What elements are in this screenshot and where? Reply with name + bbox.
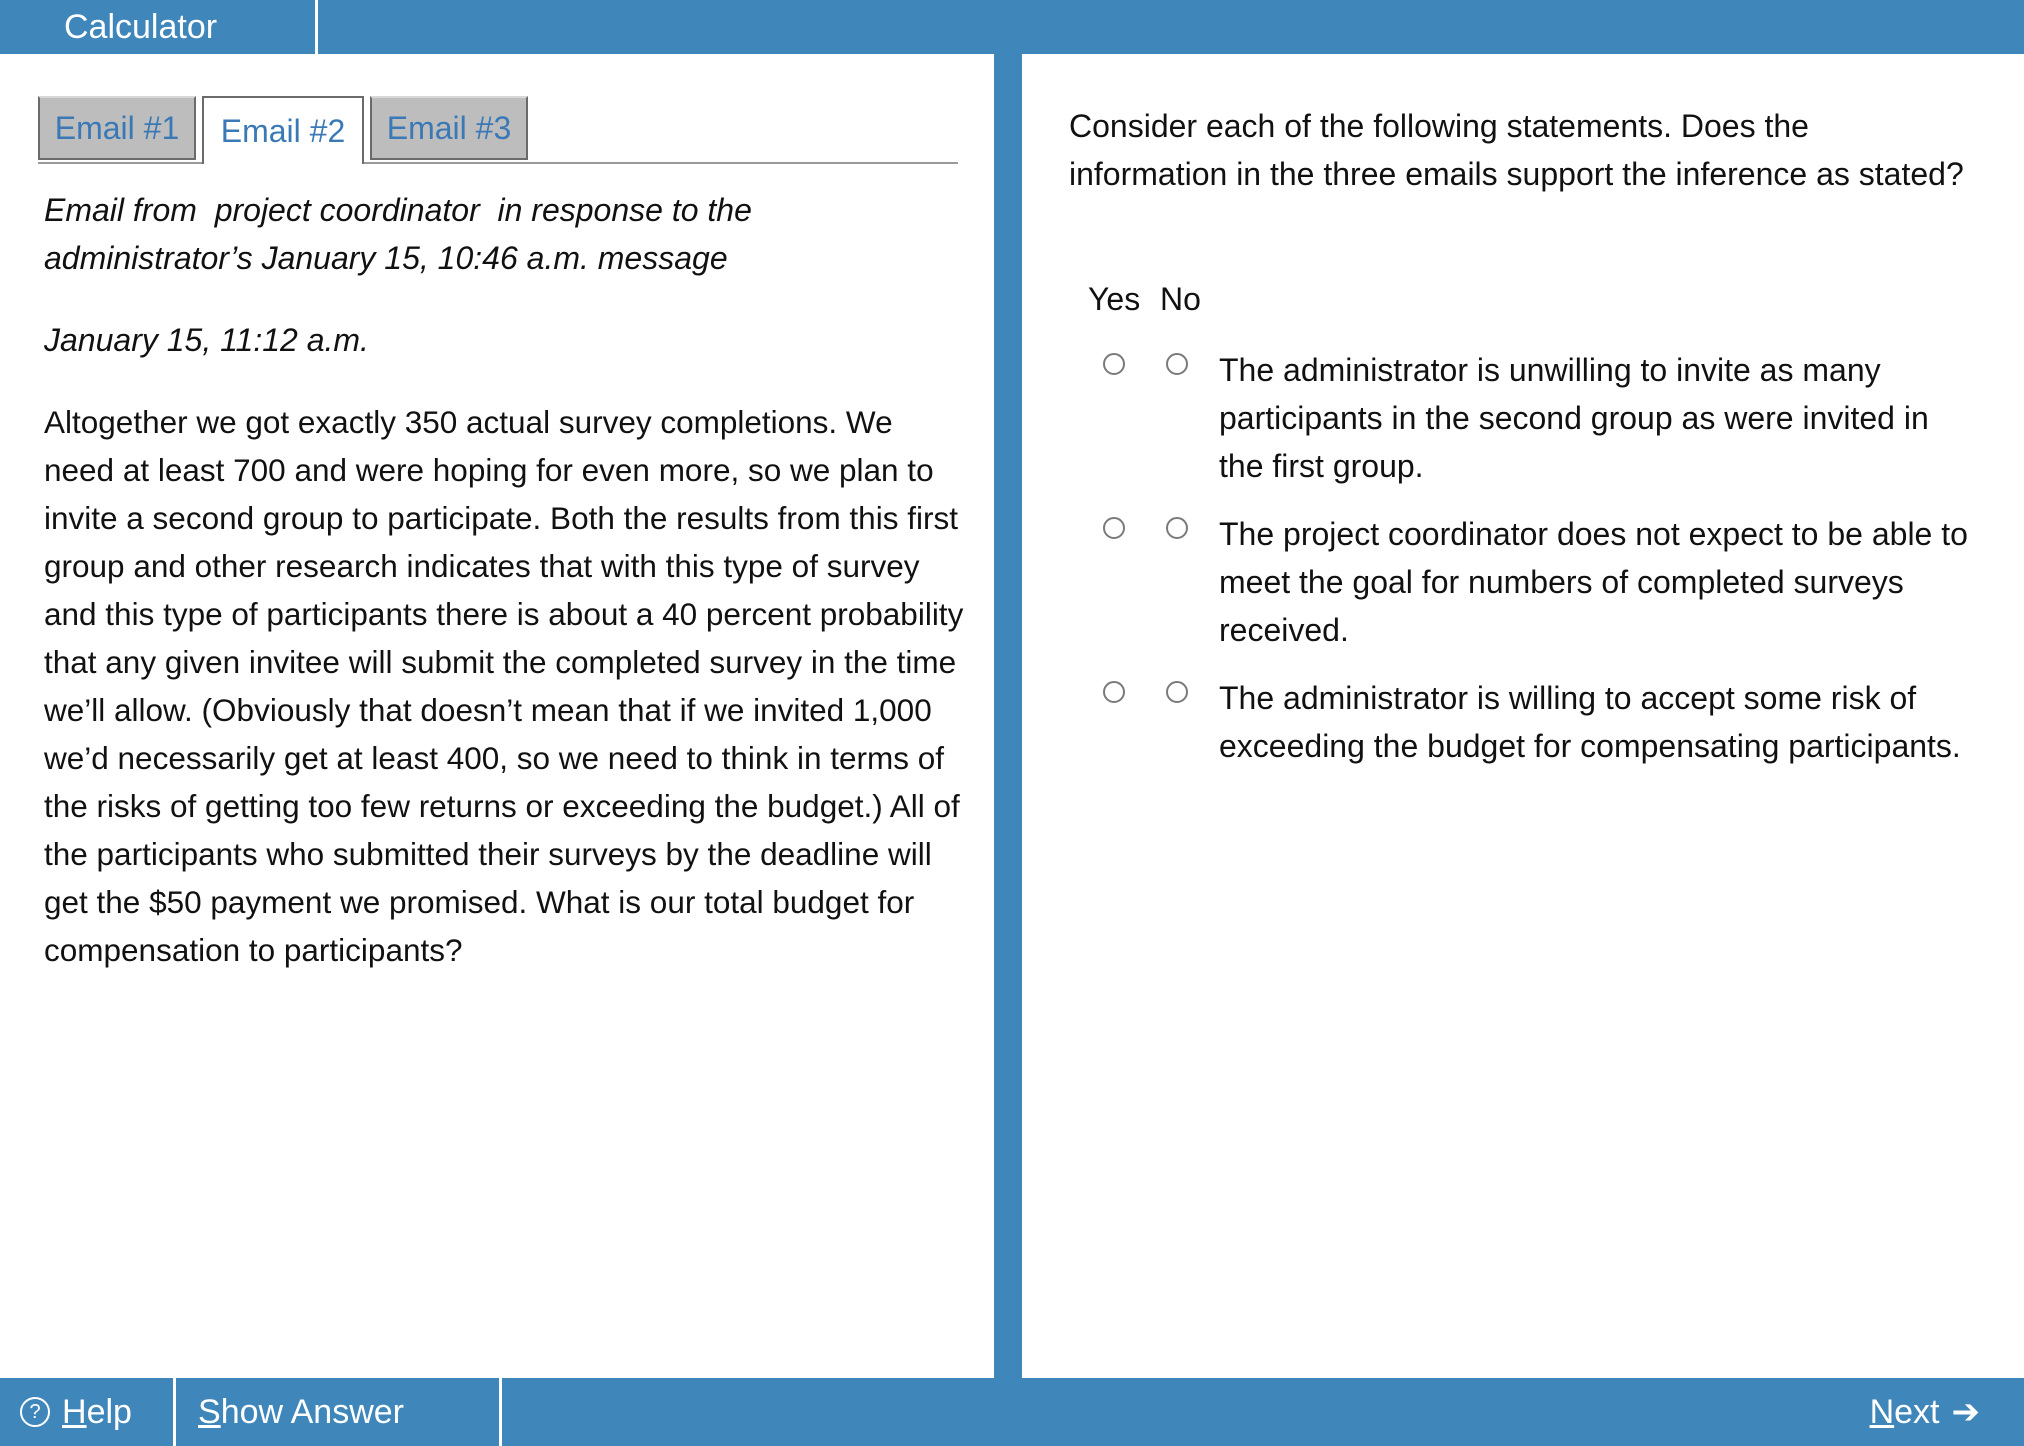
email-date: January 15, 11:12 a.m. [44, 322, 369, 358]
yes-column-header: Yes [1088, 281, 1141, 317]
tab-email-3[interactable]: Email #3 [370, 96, 528, 160]
statement-2-yes-radio[interactable] [1103, 517, 1125, 539]
help-label: Help [62, 1392, 132, 1431]
statement-1-yes-radio[interactable] [1103, 353, 1125, 375]
top-toolbar [0, 0, 2024, 54]
statement-1-text: The administrator is unwilling to invite as many participants in the second group as were invited in the first group. [1219, 352, 1929, 484]
no-column-header: No [1160, 281, 1201, 317]
bottom-toolbar [0, 1378, 2024, 1446]
next-button[interactable] [1870, 1378, 1980, 1446]
email-header [44, 186, 944, 282]
next-label: Next [1869, 1392, 1940, 1431]
arrow-right-icon: ➔ [1951, 1393, 1980, 1431]
email-header-line-2: administrator’s January 15, 10:46 a.m. message [44, 240, 728, 276]
calculator-button[interactable]: Calculator [0, 0, 318, 54]
statement-3-no-radio[interactable] [1166, 681, 1188, 703]
pane-divider[interactable] [994, 54, 1022, 1378]
statement-2-text: The project coordinator does not expect to be able to meet the goal for numbers of completed surveys received. [1219, 516, 1968, 648]
statement-3-yes-radio[interactable] [1103, 681, 1125, 703]
email-tabs [38, 96, 958, 164]
show-answer-button[interactable] [176, 1378, 502, 1446]
help-button[interactable] [0, 1378, 176, 1446]
statement-3-text: The administrator is willing to accept some risk of exceeding the budget for compensating participants. [1219, 680, 1961, 764]
help-icon: ? [20, 1397, 50, 1427]
email-header-line-1: Email from project coordinator in response to the [44, 192, 752, 228]
tab-email-1[interactable]: Email #1 [38, 96, 196, 160]
statement-2-no-radio[interactable] [1166, 517, 1188, 539]
statement-1-no-radio[interactable] [1166, 353, 1188, 375]
tab-email-2[interactable]: Email #2 [202, 96, 364, 164]
question-prompt: Consider each of the following statements. Does the information in the three emails support the inference as stated? [1069, 108, 1964, 192]
show-answer-label: Show Answer [198, 1392, 405, 1431]
email-body: Altogether we got exactly 350 actual survey completions. We need at least 700 and were hoping for even more, so we plan to invite a second group to participate. Both the results from this first group and other research indicates that with this type of survey and this type of participants there is about a 40 percent probability that any given invitee will submit the completed survey in the time we’ll allow. (Obviously that doesn’t mean that if we invited 1,000 we’d necessarily get at least 400, so we need to think in terms of the risks of getting too few returns or exceeding the budget.) All of the participants who submitted their surveys by the deadline will get the $50 payment we promised. What is our total budget for compensation to participants? [44, 404, 964, 968]
